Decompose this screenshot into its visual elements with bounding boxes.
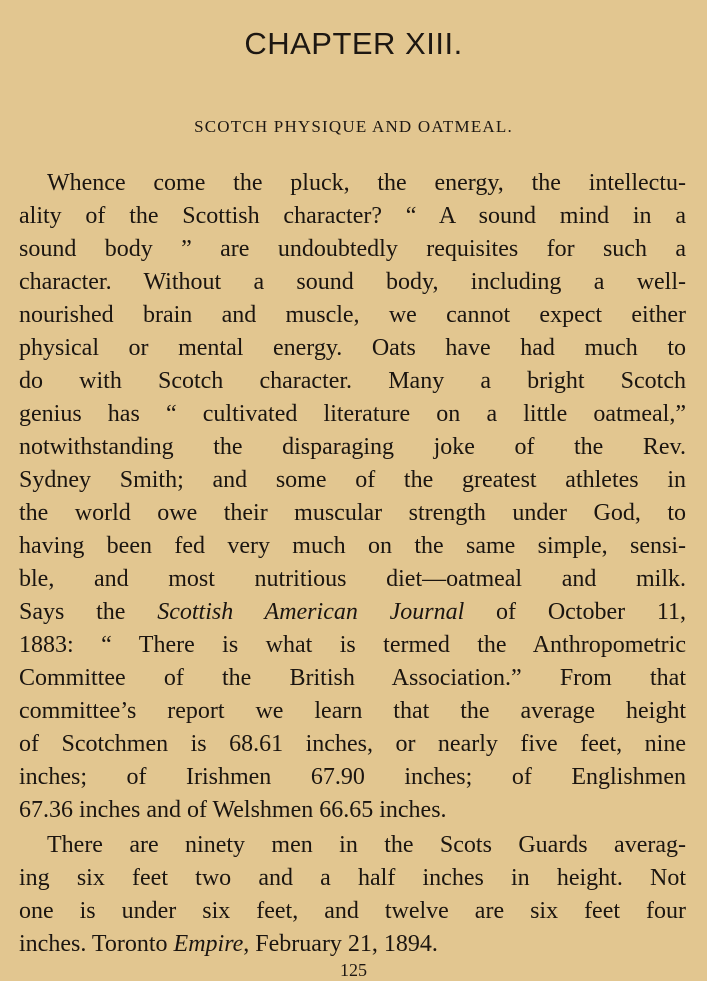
page-number: 125 (340, 960, 367, 980)
body-line: committee’s report we learn that the average height (19, 698, 686, 724)
body-line: notwithstanding the disparaging joke of the Rev. (19, 434, 686, 460)
body-line: Committee of the British Association.” From that (19, 665, 686, 691)
body-line: character. Without a sound body, including a well- (19, 269, 686, 295)
body-line: one is under six feet, and twelve are six feet four (19, 898, 686, 924)
body-line: There are ninety men in the Scots Guards averag- (47, 832, 686, 858)
body-line: ality of the Scottish character? “ A sound mind in a (19, 203, 686, 229)
body-line: of Scotchmen is 68.61 inches, or nearly five feet, nine (19, 731, 686, 757)
section-title: SCOTCH PHYSIQUE AND OATMEAL. (194, 117, 513, 136)
body-line: nourished brain and muscle, we cannot expect either (19, 302, 686, 328)
body-line-with-italic (19, 928, 686, 961)
body-line: ble, and most nutritious diet—oatmeal and milk. (19, 566, 686, 592)
body-line: do with Scotch character. Many a bright Scotch (19, 368, 686, 394)
body-line: the world owe their muscular strength under God, to (19, 500, 686, 526)
body-line: inches; of Irishmen 67.90 inches; of Englishmen (19, 764, 686, 790)
body-line: ing six feet two and a half inches in height. Not (19, 865, 686, 891)
text-segment: Says the (19, 599, 158, 625)
text-segment: inches. Toronto (19, 931, 174, 957)
chapter-title: CHAPTER XIII. (244, 26, 463, 61)
italic-journal-title: Scottish American Journal (157, 599, 465, 625)
body-line: having been fed very much on the same simple, sensi- (19, 533, 686, 559)
body-line: Sydney Smith; and some of the greatest athletes in (19, 467, 686, 493)
body-line: 67.36 inches and of Welshmen 66.65 inches. (19, 797, 447, 823)
body-line: Whence come the pluck, the energy, the intellectu- (47, 170, 686, 196)
italic-newspaper-title: Empire (173, 931, 244, 957)
text-segment: , February 21, 1894. (243, 931, 438, 957)
body-line: sound body ” are undoubtedly requisites for such a (19, 236, 686, 262)
body-line: genius has “ cultivated literature on a little oatmeal,” (19, 401, 686, 427)
body-line-with-italic (19, 596, 686, 629)
body-line: physical or mental energy. Oats have had much to (19, 335, 686, 361)
body-line: 1883: “ There is what is termed the Anthropometric (19, 632, 686, 658)
text-segment: of October 11, (464, 599, 686, 625)
